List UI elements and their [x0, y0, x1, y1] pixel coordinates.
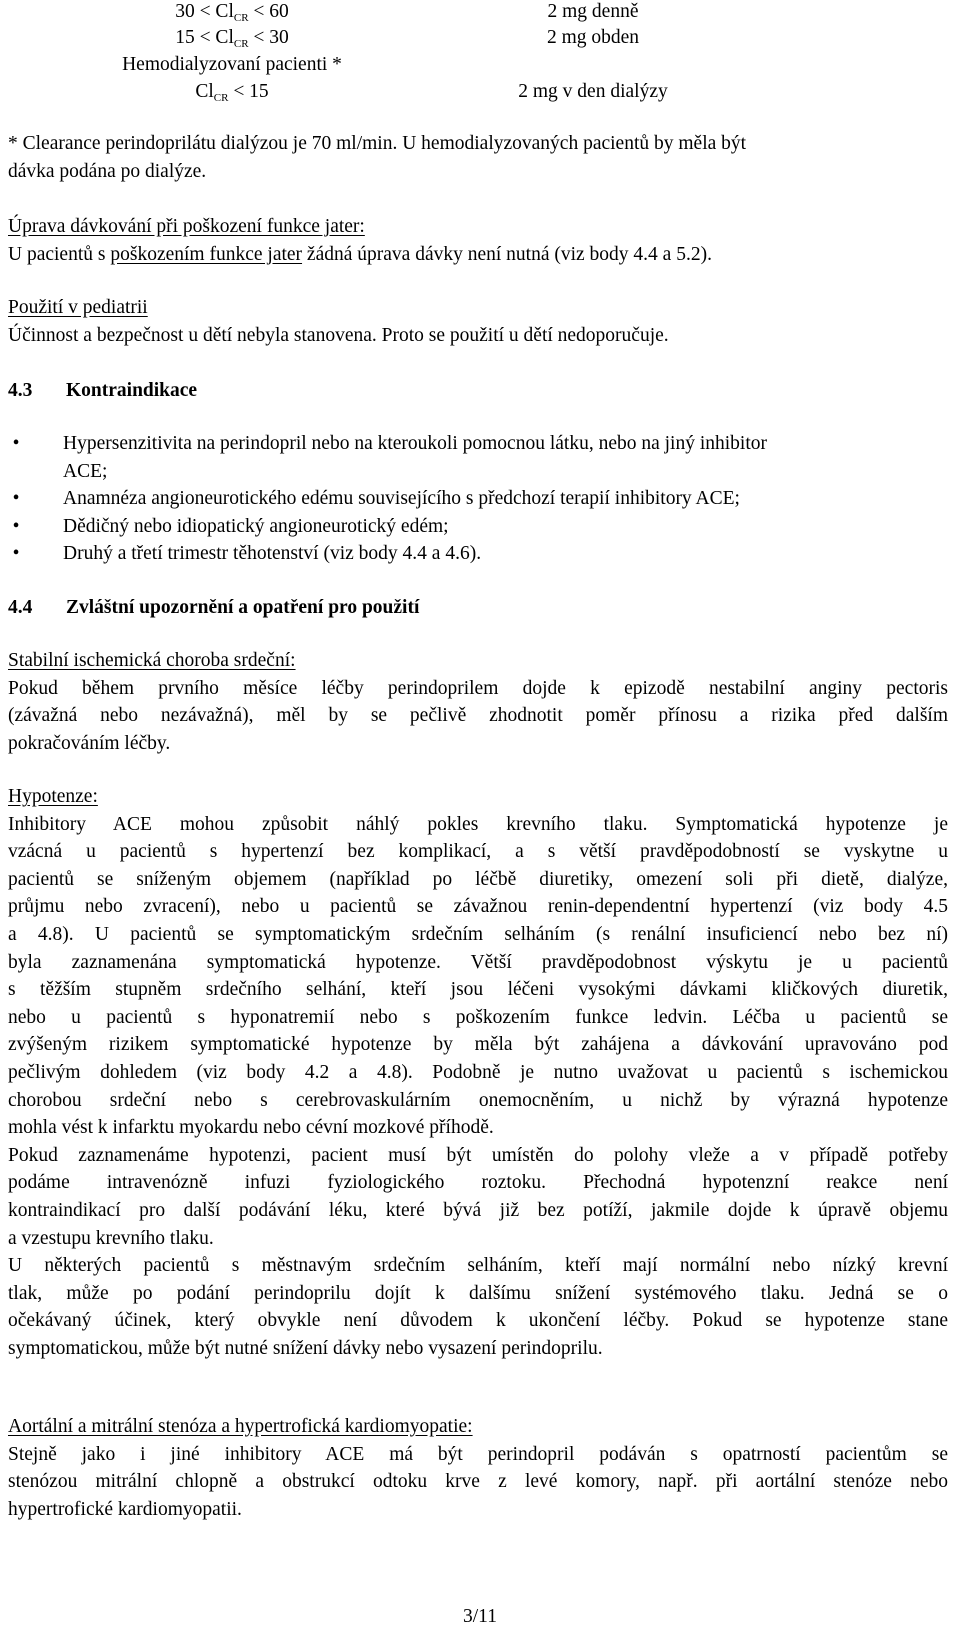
dosage-row-1-dose: 2 mg denně	[547, 1, 639, 22]
paragraph-line: průjmu nebo zvracení), nebo u pacientů se závažnou renin-dependentní hypertenzí (viz body 4.5	[8, 896, 948, 918]
paragraph-line: Pokud během prvního měsíce léčby perindoprilem dojde k epizodě nestabilní anginy pectoris	[8, 677, 948, 699]
bullet-icon: •	[12, 488, 20, 510]
paragraph-line: očekávaný účinek, který obvykle není důvodem k ukončení léčby. Pokud se hypotenze stane	[8, 1310, 948, 1332]
paragraph-line: pacientů se sníženým objemem (například po léčbě diuretiky, omezení soli při dietě, dialýze,	[8, 868, 948, 890]
page-number: 3/11	[463, 1606, 497, 1627]
paragraph-line: pokračováním léčby.	[8, 732, 171, 754]
paragraph-line: nebo u pacientů s hyponatremií nebo s poškozením funkce ledvin. Léčba u pacientů se	[8, 1006, 948, 1028]
ischemic-heading: Stabilní ischemická choroba srdeční:	[8, 650, 296, 671]
list-item: • Dědičný nebo idiopatický angioneurotický edém;	[8, 513, 948, 541]
list-item: • Hypersenzitivita na perindopril nebo na kteroukoli pomocnou látku, nebo na jiný inhibitor ACE;	[8, 430, 948, 485]
bullet-icon: •	[12, 543, 20, 565]
footnote-line: * Clearance perindoprilátu dialýzou je 70 ml/min. U hemodialyzovaných pacientů by měla být	[8, 133, 747, 154]
paragraph-line: pečlivým dohledem (viz body 4.2 a 4.8). Podobně je nutno uvažovat u pacientů s ischemickou	[8, 1061, 948, 1083]
footnote-line: dávka podána po dialýze.	[8, 160, 207, 182]
dosage-row-4-condition: $Cl_{CR} < 15$	[195, 81, 269, 104]
list-item: • Anamnéza angioneurotického edému souvisejícího s předchozí terapií inhibitory ACE;	[8, 485, 948, 513]
paragraph-line: tlak, může po podání perindoprilu dojít k dalšímu snížení systémového tlaku. Jedná se o	[8, 1282, 948, 1304]
list-item: • Druhý a třetí trimestr těhotenství (viz body 4.4 a 4.6).	[8, 540, 948, 568]
hypotension-heading: Hypotenze:	[8, 786, 98, 807]
paragraph-line: byla zaznamenána symptomatická hypotenze. Větší pravděpodobnost výskytu je u pacientů	[8, 951, 948, 973]
paragraph-line: s těžším stupněm srdečního selhání, kteří jsou léčeni vysokými dávkami kličkových diuretik,	[8, 979, 948, 1001]
dialysis-footnote	[8, 130, 948, 185]
paragraph-line: stenózou mitrální chlopně a obstrukcí odtoku krve z levé komory, např. při aortální stenóze nebo	[8, 1471, 948, 1493]
hepatic-text: U pacientů s poškozením funkce jater žádná úprava dávky není nutná (viz body 4.4 a 5.2).	[8, 243, 712, 265]
dosage-row-1-condition: $30 < Cl_{CR} < 60$	[175, 1, 289, 24]
hepatic-section	[8, 213, 948, 268]
paragraph-line: a 4.8). U pacientů se symptomatickým srdečním selháním (s renální insuficiencí nebo bez ní)	[8, 923, 948, 945]
paragraph-line: kontraindikací pro další podávání léku, které bývá již bez potíží, jakmile dojde k úpravě objemu	[8, 1199, 948, 1221]
section-4-4-heading: 4.4 Zvláštní upozornění a opatření pro použití	[8, 597, 420, 618]
paragraph-line: Stejně jako i jiné inhibitory ACE má být perindopril podáván s opatrností pacientům se	[8, 1443, 948, 1465]
paragraph-line: chorobou srdeční nebo s cerebrovaskulárním onemocněním, u nichž by výrazná hypotenze	[8, 1089, 948, 1111]
dosage-row-2-condition: $15 < Cl_{CR} < 30$	[175, 27, 289, 50]
paragraph-line: (závažná nebo nezávažná), měl by se pečlivě zhodnotit poměr přínosu a rizika před dalším	[8, 705, 948, 727]
paragraph-line: zvýšeným rizikem symptomatické hypotenze by měla být zahájena a dávkování upravováno pod	[8, 1034, 948, 1056]
paragraph-line: Pokud zaznamenáme hypotenzi, pacient musí být umístěn do polohy vleže a v případě potřeby	[8, 1144, 948, 1166]
paragraph-line: vzácná u pacientů s hypertenzí bez komplikací, a s větší pravděpodobností se vyskytne u	[8, 841, 948, 863]
hypotension-section	[8, 783, 948, 1362]
bullet-icon: •	[12, 515, 20, 537]
dosage-table	[0, 0, 960, 110]
hepatic-heading: Úprava dávkování při poškození funkce jater:	[8, 216, 365, 237]
pediatric-heading: Použití v pediatrii	[8, 297, 148, 318]
pediatric-text: Účinnost a bezpečnost u dětí nebyla stanovena. Proto se použití u dětí nedoporučuje.	[8, 324, 669, 346]
dosage-row-4-dose: 2 mg v den dialýzy	[518, 81, 668, 102]
contraindication-list	[8, 430, 948, 568]
paragraph-line: Inhibitory ACE mohou způsobit náhlý pokles krevního tlaku. Symptomatická hypotenze je	[8, 813, 948, 835]
dosage-row-2-dose: 2 mg obden	[546, 27, 640, 48]
section-4-3-heading: 4.3 Kontraindikace	[8, 380, 198, 401]
ischemic-section	[8, 647, 948, 757]
pediatric-section	[8, 294, 948, 349]
bullet-icon: •	[12, 433, 20, 454]
paragraph-line: mohla vést k infarktu myokardu nebo cévní mozkové příhodě.	[8, 1117, 494, 1139]
paragraph-line: symptomatickou, může být nutné snížení dávky nebo vysazení perindoprilu.	[8, 1337, 603, 1359]
aortic-section	[8, 1413, 948, 1523]
paragraph-line: U některých pacientů s městnavým srdečním selháním, kteří mají normální nebo nízký krevní	[8, 1255, 948, 1277]
aortic-heading: Aortální a mitrální stenóza a hypertrofická kardiomyopatie:	[8, 1416, 473, 1437]
paragraph-line: hypertrofické kardiomyopatii.	[8, 1498, 242, 1520]
paragraph-line: podáme intravenózně infuzi fyziologického roztoku. Přechodná hypotenzní reakce není	[8, 1172, 948, 1194]
paragraph-line: a vzestupu krevního tlaku.	[8, 1227, 214, 1249]
dosage-row-3-condition: Hemodialyzovaní pacienti *	[122, 54, 342, 75]
